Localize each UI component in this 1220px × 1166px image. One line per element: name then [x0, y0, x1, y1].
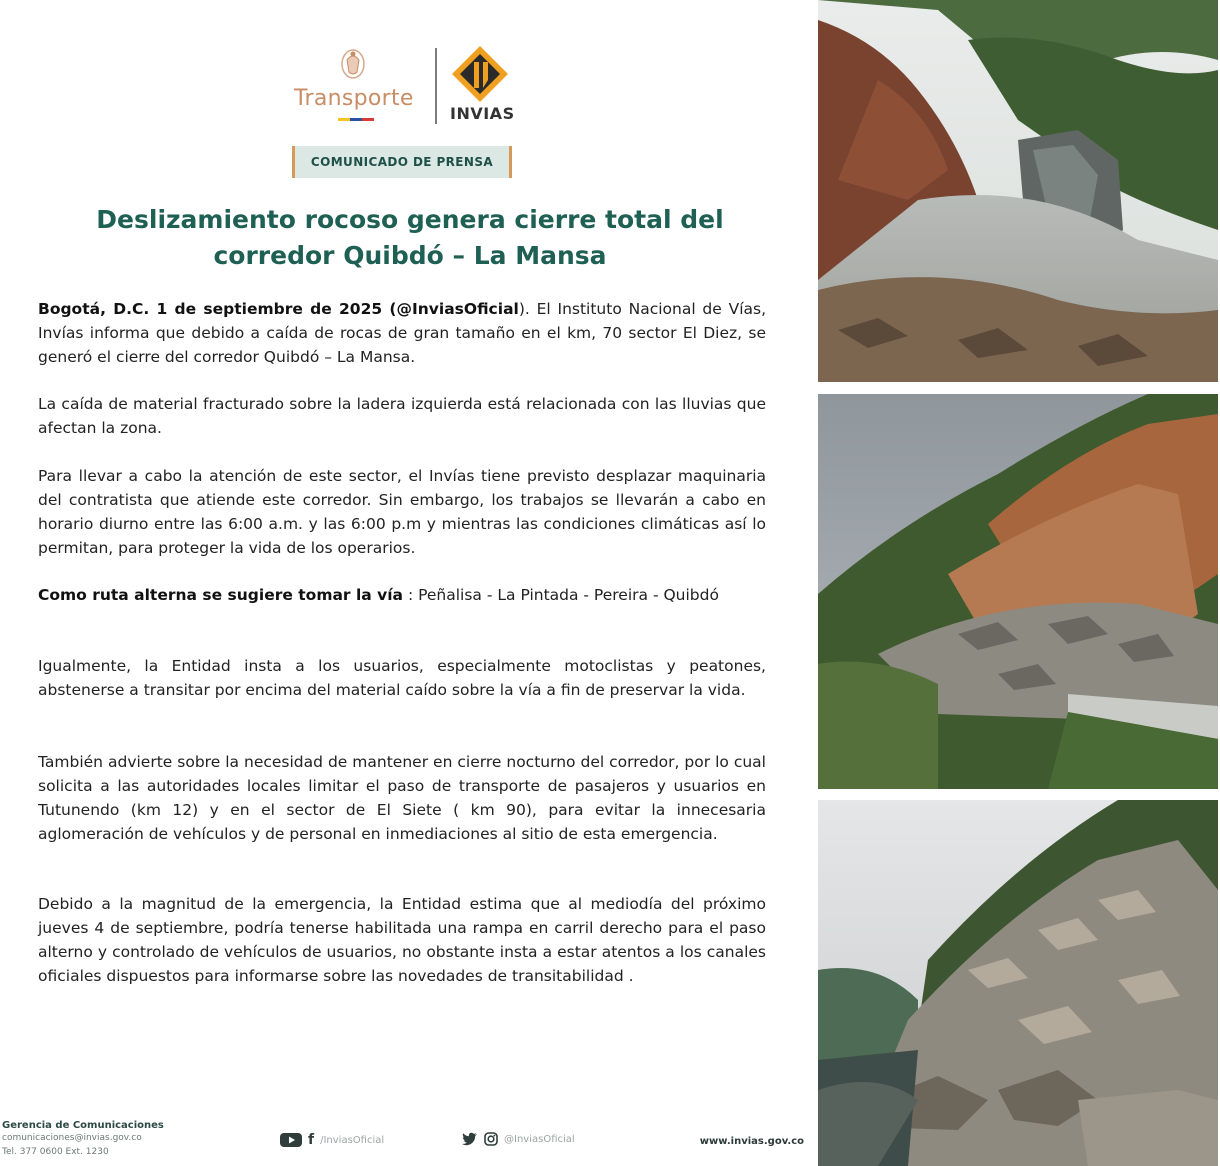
paragraph-2: La caída de material fracturado sobre la ladera izquierda está relacionada con las lluvias que afectan la zona. — [38, 395, 766, 437]
agency-logo-text: INVIAS — [450, 104, 515, 123]
alternate-route-text: : Peñalisa - La Pintada - Pereira - Quibdó — [403, 586, 719, 604]
paragraph-1 — [38, 297, 766, 369]
header-logos — [290, 42, 530, 132]
paragraph-5: Igualmente, la Entidad insta a los usuarios, especialmente motoclistas y peatones, abstenerse a transitar por encima del material caído sobre la vía a fin de preservar la vida. — [38, 657, 766, 699]
footer-dept: Gerencia de Comunicaciones — [2, 1120, 164, 1131]
paragraph-4 — [38, 583, 766, 607]
landslide-photo-2 — [818, 394, 1218, 789]
paragraph-6: También advierte sobre la necesidad de mantener en cierre nocturno del corredor, por lo cual solicita a las autoridades locales limitar el paso de transporte de pasajeros y usuarios en Tutunendo (km 12) y en el sector de El Siete ( km 90), para evitar la innecesaria aglomeración de vehículos y de personal en inmediaciones al sitio de esta emergencia. — [38, 753, 766, 843]
document-footer — [0, 1118, 812, 1166]
facebook-icon[interactable]: f — [308, 1132, 315, 1148]
invias-logo-icon — [450, 44, 510, 104]
instagram-icon[interactable] — [484, 1132, 498, 1146]
dateline: Bogotá, D.C. 1 de septiembre de 2025 (@InviasOficial — [38, 300, 519, 318]
footer-handle-tw[interactable]: @InviasOficial — [504, 1133, 575, 1145]
footer-website[interactable]: www.invias.gov.co — [699, 1136, 804, 1147]
paragraph-7: Debido a la magnitud de la emergencia, la Entidad estima que al mediodía del próximo jueves 4 de septiembre, podría tenerse habilitada una rampa en carril derecho para el paso alterno y controlado de vehículos de usuarios, no obstante insta a estar atentos a los canales oficiales dispuestos para informarse sobre las novedades de transitabilidad . — [38, 895, 766, 985]
youtube-icon[interactable] — [280, 1132, 302, 1148]
press-release-label — [292, 146, 512, 178]
page-title — [60, 202, 760, 274]
landslide-photo-1 — [818, 0, 1218, 382]
ministry-logo-text: Transporte — [294, 86, 414, 111]
title-line-2: corredor Quibdó – La Mansa — [213, 241, 607, 270]
twitter-icon[interactable] — [462, 1132, 478, 1146]
press-release-label-text: COMUNICADO DE PRENSA — [310, 155, 494, 169]
paragraph-1-text: ). El Instituto Nacional de Vías, Invías informa que debido a caída de rocas de gran tamaño en el km, 70 sector El Diez, se generó el cierre del corredor Quibdó – La Mansa. — [38, 300, 767, 366]
footer-email: comunicaciones@invias.gov.co — [2, 1133, 142, 1143]
footer-phone: Tel. 377 0600 Ext. 1230 — [2, 1147, 109, 1157]
footer-handle-fb[interactable]: /InviasOficial — [320, 1134, 385, 1146]
footer-social-tw — [462, 1132, 575, 1146]
transporte-emblem-icon — [338, 46, 368, 86]
landslide-photo-3 — [818, 800, 1218, 1166]
title-line-1: Deslizamiento rocoso genera cierre total del — [96, 205, 724, 234]
footer-social-fb — [280, 1132, 384, 1148]
flag-stripe — [338, 118, 374, 121]
logo-divider — [435, 48, 437, 124]
paragraph-3: Para llevar a cabo la atención de este sector, el Invías tiene previsto desplazar maquinaria del contratista que atiende este corredor. Sin embargo, los trabajos se llevarán a cabo en horario diurno entre las 6:00 a.m. y las 6:00 p.m y mientras las condiciones climáticas así lo permitan, para proteger la vida de los operarios. — [38, 467, 766, 557]
alternate-route-label: Como ruta alterna se sugiere tomar la vía — [38, 586, 404, 604]
footer-contact — [2, 1120, 164, 1159]
